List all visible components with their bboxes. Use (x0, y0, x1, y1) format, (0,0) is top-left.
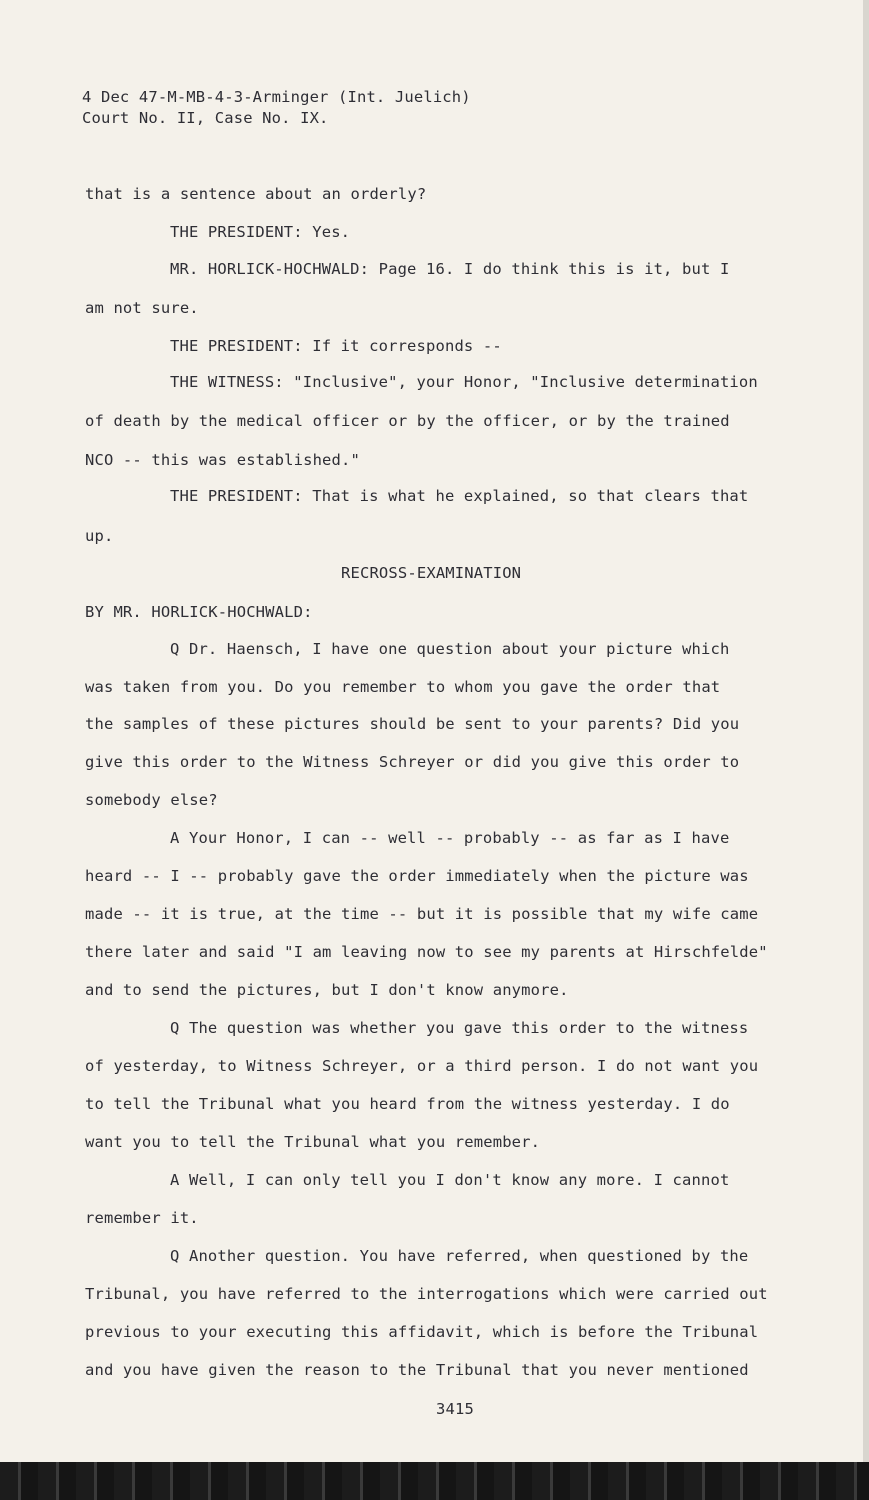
text-line: made -- it is true, at the time -- but it is possible that my wife came (85, 905, 759, 923)
text-line: and you have given the reason to the Tribunal that you never mentioned (85, 1361, 749, 1379)
text-line: A Well, I can only tell you I don't know any more. I cannot (170, 1171, 730, 1189)
text-line: Q The question was whether you gave this order to the witness (170, 1019, 749, 1037)
text-line: previous to your executing this affidavit, which is before the Tribunal (85, 1323, 759, 1341)
text-line: that is a sentence about an orderly? (85, 185, 427, 203)
text-line: the samples of these pictures should be sent to your parents? Did you (85, 715, 740, 733)
film-strip-border (0, 1462, 869, 1500)
section-heading: RECROSS-EXAMINATION (341, 564, 522, 582)
header-line-1: 4 Dec 47-M-MB-4-3-Arminger (Int. Juelich) (82, 88, 471, 106)
text-line: am not sure. (85, 299, 199, 317)
text-line: THE WITNESS: "Inclusive", your Honor, "Inclusive determination (170, 373, 758, 391)
page-edge-shadow (863, 0, 869, 1462)
text-line: heard -- I -- probably gave the order immediately when the picture was (85, 867, 749, 885)
text-line: Q Another question. You have referred, when questioned by the (170, 1247, 749, 1265)
text-line: give this order to the Witness Schreyer or did you give this order to (85, 753, 740, 771)
text-line: want you to tell the Tribunal what you remember. (85, 1133, 541, 1151)
text-line: THE PRESIDENT: If it corresponds -- (170, 337, 502, 355)
text-line: up. (85, 527, 114, 545)
text-line: NCO -- this was established." (85, 451, 360, 469)
text-line: of yesterday, to Witness Schreyer, or a third person. I do not want you (85, 1057, 759, 1075)
text-line: BY MR. HORLICK-HOCHWALD: (85, 603, 313, 621)
text-line: MR. HORLICK-HOCHWALD: Page 16. I do think this is it, but I (170, 260, 730, 278)
page-number: 3415 (436, 1400, 474, 1418)
text-line: of death by the medical officer or by the officer, or by the trained (85, 412, 730, 430)
text-line: somebody else? (85, 791, 218, 809)
text-line: THE PRESIDENT: That is what he explained, so that clears that (170, 487, 749, 505)
text-line: THE PRESIDENT: Yes. (170, 223, 351, 241)
header-line-2: Court No. II, Case No. IX. (82, 109, 329, 127)
text-line: to tell the Tribunal what you heard from the witness yesterday. I do (85, 1095, 730, 1113)
text-line: remember it. (85, 1209, 199, 1227)
text-line: Q Dr. Haensch, I have one question about your picture which (170, 640, 730, 658)
text-line: A Your Honor, I can -- well -- probably -- as far as I have (170, 829, 730, 847)
text-line: there later and said "I am leaving now to see my parents at Hirschfelde" (85, 943, 768, 961)
text-line: and to send the pictures, but I don't know anymore. (85, 981, 569, 999)
text-line: was taken from you. Do you remember to whom you gave the order that (85, 678, 721, 696)
text-line: Tribunal, you have referred to the interrogations which were carried out (85, 1285, 768, 1303)
